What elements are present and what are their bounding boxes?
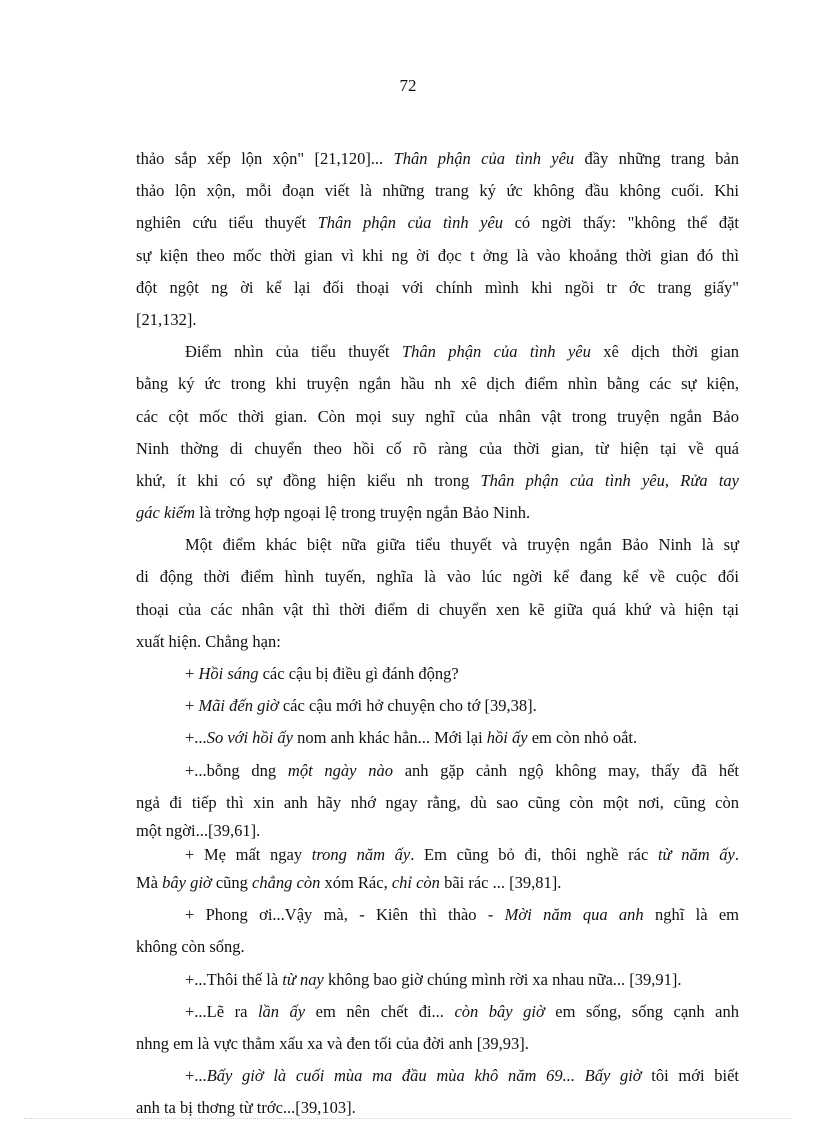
text-line [136,433,739,465]
text-segment: nghĩ là em [643,905,739,925]
text-line [136,175,739,207]
text-segment: nom anh khác hẳn... Mới lại [292,728,487,748]
text-line [136,658,739,690]
text-segment: đầy những trang bản [574,149,739,168]
italic-phrase: lần ấy [257,1001,306,1021]
text-segment: em còn nhỏ oắt. [527,728,638,748]
text-segment: +...Lẽ ra [185,1001,258,1021]
italic-phrase: một ngày nào [287,760,393,780]
text-line [136,1028,739,1060]
text-line [136,819,739,843]
bottom-dotted-rule [24,1118,792,1119]
text-line [136,240,739,272]
text-segment: ngả đi tiếp thì xin anh hãy nhớ ngay rằng, dù sao cũng còn một nơi, cũng còn [136,792,739,812]
text-line [136,304,739,336]
text-segment: thoại của các nhân vật thì thời điểm di chuyển xen kẽ giữa quá khứ và hiện tại [136,599,739,619]
text-segment: có ngời thấy: "không thể đặt [503,213,739,233]
text-line [136,899,739,931]
text-segment: Điểm nhìn của tiểu thuyết [185,342,402,362]
text-line [136,755,739,787]
text-segment: nghiên cứu tiểu thuyết [136,213,318,233]
text-segment: em nên chết đi... [305,1001,455,1021]
text-segment: tôi mới biết [641,1066,739,1086]
text-segment: khứ, ít khi có sự đồng hiện kiểu nh trong [136,470,481,490]
text-segment: +...Thôi thế là [185,969,283,989]
text-line [136,626,739,658]
text-line [136,143,739,175]
text-segment: xuất hiện. Chẳng hạn: [136,631,281,651]
text-segment: các cậu bị điều gì đánh động? [258,664,459,683]
text-segment: thảo lộn xộn, mỗi đoạn viết là những trang ký ức không đầu không cuối. Khi [136,181,739,201]
text-line [136,964,739,996]
italic-phrase: Bấy giờ là cuối mùa ma đầu mùa khô năm 69... Bấy giờ [206,1066,642,1086]
text-segment: , [664,470,681,490]
text-line [136,594,739,626]
italic-phrase: trong năm ấy [311,844,411,864]
text-segment: anh gặp cảnh ngộ không may, thấy đã hết [392,760,739,780]
text-segment: + [185,696,199,716]
text-segment: bãi rác ... [39,81]. [439,872,562,892]
italic-phrase: từ năm ấy [657,844,735,864]
text-segment: xê dịch thời gian [590,342,739,362]
italic-phrase: Thân phận của tình yêu [393,149,575,168]
italic-phrase: Mời năm qua anh [504,905,644,925]
italic-phrase: Hồi sáng [198,664,259,683]
text-segment: Một điểm khác biệt nữa giữa tiểu thuyết và truyện ngắn Bảo Ninh là sự [185,535,739,555]
italic-phrase: chỉ còn [391,872,440,892]
text-line [136,787,739,819]
text-segment: bằng ký ức trong khi truyện ngắn hầu nh xê dịch điểm nhìn bằng các sự kiện, [136,374,739,394]
text-segment: anh ta bị thơng từ trớc...[39,103]. [136,1098,356,1118]
italic-phrase: từ nay [282,969,324,989]
text-segment: +...bỗng dng [185,760,288,780]
italic-phrase: còn bây giờ [454,1001,545,1021]
page-number: 72 [399,76,417,95]
text-segment: . [734,844,739,864]
text-line [136,867,739,899]
italic-phrase: So với hồi ấy [206,728,293,748]
italic-phrase: Thân phận của tình yêu [317,213,504,233]
body-text [136,143,739,1124]
text-line [136,272,739,304]
text-segment: một ngời...[39,61]. [136,820,261,840]
italic-phrase: Thân phận của tình yêu [401,342,591,362]
text-line [136,336,739,368]
text-line [136,368,739,400]
italic-phrase: Mãi đến giờ [198,696,279,716]
text-segment: +... [185,1066,207,1086]
text-line [136,722,739,754]
text-line [136,465,739,497]
text-segment: +... [185,728,207,748]
text-line [136,497,739,529]
text-segment: cũng [211,872,253,892]
text-segment: sự kiện theo mốc thời gian vì khi ng ời đọc t ởng là vào khoảng thời gian đó thì [136,245,739,265]
text-line [136,1060,739,1092]
text-segment: . Em cũng bỏ đi, thôi nghề rác [410,844,658,864]
text-segment: không còn sống. [136,937,245,957]
text-segment: Mà [136,872,163,892]
text-line [136,931,739,963]
text-segment: + Phong ơi...Vậy mà, - Kiên thì thào - [185,905,505,925]
text-segment: các cột mốc thời gian. Còn mọi suy nghĩ của nhân vật trong truyện ngắn Bảo [136,406,739,426]
text-line [136,401,739,433]
italic-phrase: hồi ấy [486,728,528,748]
text-line [136,529,739,561]
text-segment: + [185,664,199,683]
text-line [136,561,739,593]
italic-phrase: chẳng còn [252,872,321,892]
text-line [136,207,739,239]
text-segment: nhng em là vực thẳm xấu xa và đen tối của đời anh [39,93]. [136,1033,529,1053]
text-segment: thảo sắp xếp lộn xộn" [21,120]... [136,149,394,168]
text-segment: đột ngột ng ời kể lại đối thoại với chính mình khi ngồi tr ớc trang giấy" [136,277,739,297]
text-segment: di động thời điểm hình tuyến, nghĩa là vào lúc ngời kể đang kể về cuộc đối [136,567,739,587]
text-segment: là trờng hợp ngoại lệ trong truyện ngắn Bảo Ninh. [195,503,531,523]
text-segment: các cậu mới hở chuyện cho tớ [39,38]. [278,696,537,716]
text-segment: không bao giờ chúng mình rời xa nhau nữa... [39,91]. [323,969,682,989]
italic-phrase: gác kiếm [136,503,196,523]
text-segment: [21,132]. [136,309,197,329]
text-segment: Ninh thờng di chuyển theo hồi cố rõ ràng của thời gian, từ hiện tại về quá [136,438,739,458]
text-segment: xóm Rác, [320,872,392,892]
text-segment: em sống, sống cạnh anh [544,1001,739,1021]
text-line [136,690,739,722]
text-segment: + Mẹ mất ngay [185,844,312,864]
text-line [136,996,739,1028]
text-line [136,1092,739,1124]
italic-phrase: bây giờ [162,872,212,892]
text-line [136,843,739,867]
italic-phrase: Thân phận của tình yêu [480,470,665,490]
italic-phrase: Rửa tay [680,470,739,490]
